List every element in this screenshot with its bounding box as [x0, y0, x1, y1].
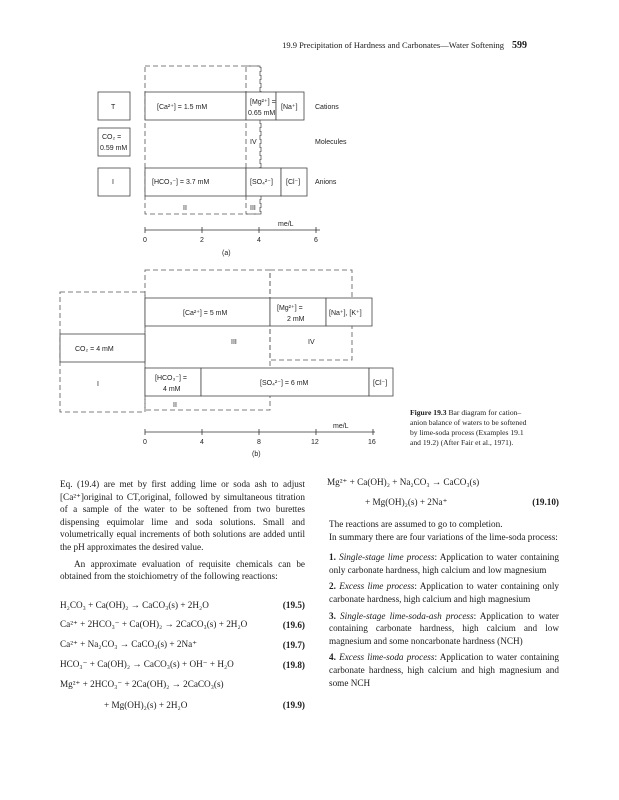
- label-hco3: [HCO₃⁻] = 3.7 mM: [152, 179, 210, 186]
- equation-19-5: [60, 595, 305, 615]
- label-cl: [Cl⁻]: [286, 179, 301, 186]
- list-title: Excess lime process: [339, 581, 415, 592]
- equation-expr: + Mg(OH)₂(s) + 2H₂O: [104, 699, 188, 710]
- page-number: 599: [512, 40, 527, 51]
- equation-19-10-line-2: [315, 492, 559, 512]
- left-para-2: An approximate evaluation of requisite chemicals can be obtained from the stoichiometry of the following reactions:: [60, 558, 305, 582]
- label-b-hco3-value: 4 mM: [163, 386, 181, 393]
- axis-label-a: me/L: [278, 221, 294, 228]
- region-b-IV: IV: [308, 339, 315, 346]
- equation-expr: Mg²⁺ + Ca(OH)₂ + Na₂CO₃ → CaCO₃(s): [327, 476, 480, 487]
- equation-expr: Mg²⁺ + 2HCO₃⁻ + 2Ca(OH)₂ → 2CaCO₃(s): [60, 679, 224, 690]
- panel-label-b: (b): [252, 451, 261, 458]
- tick-label-b-16: 16: [368, 439, 376, 446]
- list-item: [329, 551, 559, 576]
- region-b-II: II: [173, 402, 177, 409]
- label-b-cl: [Cl⁻]: [373, 380, 388, 387]
- region-b-I: I: [97, 381, 99, 388]
- label-b-ca: [Ca²⁺] = 5 mM: [183, 310, 228, 317]
- equation-19-9-line-2: [60, 695, 305, 715]
- figure-a: [80, 62, 400, 262]
- tick-label-b-4: 4: [200, 439, 204, 446]
- label-co2: CO₂ =: [102, 134, 122, 141]
- right-para-2: In summary there are four variations of the lime-soda process:: [329, 531, 558, 542]
- tick-label-a-2: 2: [200, 237, 204, 244]
- equation-19-9-line-1: [60, 675, 305, 695]
- tick-label-a-6: 6: [314, 237, 318, 244]
- list-item: [329, 651, 559, 689]
- list-number: 1.: [329, 552, 336, 563]
- label-I: I: [112, 179, 114, 186]
- list-item: [329, 610, 559, 648]
- tick-label-b-8: 8: [257, 439, 261, 446]
- label-b-so4: [SO₄²⁻] = 6 mM: [260, 380, 309, 387]
- label-mg-value: 0.65 mM: [248, 110, 276, 117]
- caption-label: Figure 19.3: [410, 408, 447, 417]
- tick-label-a-4: 4: [257, 237, 261, 244]
- right-column: [315, 472, 559, 693]
- row-label-anions: Anions: [315, 179, 337, 186]
- equation-expr: Ca²⁺ + Na₂CO₃ → CaCO₃(s) + 2Na⁺: [60, 639, 198, 650]
- running-title: 19.9 Precipitation of Hardness and Carbonates—Water Softening: [282, 40, 504, 50]
- box-I: [98, 168, 130, 196]
- axis-label-b: me/L: [333, 423, 349, 430]
- equation-expr: Ca²⁺ + 2HCO₃⁻ + Ca(OH)₂ → 2CaCO₃(s) + 2H₂O: [60, 619, 248, 630]
- equation-number: (19.9): [282, 699, 305, 710]
- list-number: 2.: [329, 581, 336, 592]
- region-II: II: [183, 205, 187, 212]
- list-text: : Application to water containing carbonate hardness, high calcium and low magnesium and some noncarbonate hardness (NCH): [329, 610, 559, 646]
- figure-caption: [410, 408, 535, 448]
- list-title: Excess lime-soda process: [339, 652, 435, 663]
- list-title: Single-stage lime-soda-ash process: [340, 610, 474, 621]
- label-b-co2: CO₂ = 4 mM: [75, 346, 114, 353]
- equation-number: (19.10): [532, 497, 559, 507]
- label-b-hco3: [HCO₃⁻] =: [155, 375, 188, 382]
- equation-expr: HCO₃⁻ + Ca(OH)₂ → CaCO₃(s) + OH⁻ + H₂O: [60, 659, 234, 670]
- process-list: [315, 551, 559, 689]
- equation-19-7: [60, 635, 305, 655]
- tick-label-b-0: 0: [143, 439, 147, 446]
- label-b-mg: [Mg²⁺] =: [277, 305, 303, 312]
- label-ca: [Ca²⁺] = 1.5 mM: [157, 104, 208, 111]
- equation-number: (19.5): [282, 599, 305, 610]
- list-text: : Application to water containing only carbonate hardness, high calcium and high magnesium: [329, 581, 560, 604]
- equation-number: (19.7): [282, 639, 305, 650]
- equation-19-10-line-1: [315, 472, 559, 492]
- left-para-1: Eq. (19.4) are met by first adding lime or soda ash to adjust [Ca²⁺]original to CT,original, followed by simultaneous titration of a sample of the water to be softened from two burettes dispensing equimolar lime and soda solutions. Small and volumetrically equal increments of both solutions are added until the pH approximates the desired value.: [60, 479, 305, 552]
- caption-text: Bar diagram for cation–anion balance of waters to be softened by lime-soda process (Examples 19.1 and 19.2) (After Fair et al., 1971).: [410, 408, 527, 447]
- label-T: T: [111, 104, 116, 111]
- label-na: [Na⁺]: [281, 104, 298, 111]
- equation-19-6: [60, 615, 305, 635]
- list-text: : Application to water containing carbonate hardness, high calcium and high magnesium and some NCH: [329, 652, 559, 688]
- list-item: [329, 580, 559, 605]
- label-co2-value: 0.59 mM: [100, 145, 128, 152]
- row-label-cations: Cations: [315, 104, 339, 111]
- list-number: 4.: [329, 652, 336, 663]
- row-label-molecules: Molecules: [315, 139, 347, 146]
- label-b-na-k: [Na⁺], [K⁺]: [329, 310, 362, 317]
- figure-b: [55, 268, 405, 458]
- label-mg: [Mg²⁺] =: [250, 99, 276, 106]
- tick-label-b-12: 12: [311, 439, 319, 446]
- label-b-mg-value: 2 mM: [287, 316, 305, 323]
- region-b-III: III: [231, 339, 237, 346]
- equation-number: (19.8): [282, 659, 305, 670]
- region-IV: IV: [250, 139, 257, 146]
- region-III: III: [250, 205, 256, 212]
- right-para-1: The reactions are assumed to go to completion.: [329, 519, 503, 529]
- running-header: [282, 40, 527, 51]
- list-number: 3.: [329, 610, 336, 621]
- equation-expr: H₂CO₃ + Ca(OH)₂ → CaCO₃(s) + 2H₂O: [60, 599, 209, 610]
- panel-label-a: (a): [222, 250, 231, 257]
- equation-expr: + Mg(OH)₂(s) + 2Na⁺: [365, 496, 448, 507]
- equation-number: (19.6): [282, 619, 305, 630]
- equation-19-8: [60, 655, 305, 675]
- tick-label-a-0: 0: [143, 237, 147, 244]
- left-column: [60, 478, 305, 715]
- list-text: : Application to water containing only carbonate hardness, high calcium and low magnesium: [329, 552, 559, 575]
- list-title: Single-stage lime process: [339, 552, 435, 563]
- label-so4: [SO₄²⁻]: [250, 179, 273, 186]
